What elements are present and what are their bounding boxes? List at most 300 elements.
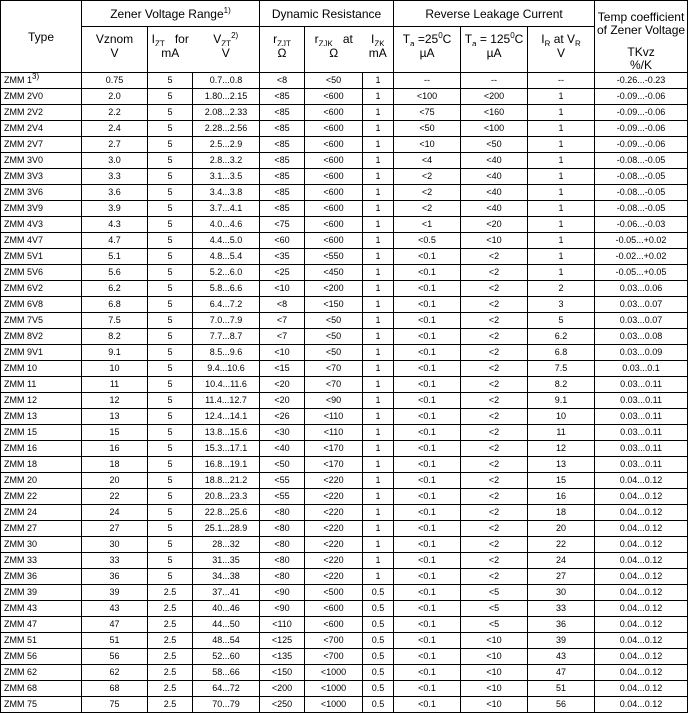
ir125-cell: <2 (461, 441, 528, 457)
izk-cell: 1 (363, 409, 394, 425)
izt-cell: 2.5 (148, 633, 193, 649)
izt-cell: 5 (148, 393, 193, 409)
vzt-cell: 10.4...11.6 (193, 377, 260, 393)
ir125-cell: <10 (461, 233, 528, 249)
tk-cell: 0.04...0.12 (595, 569, 688, 585)
ir25-cell: -- (394, 73, 461, 89)
zener-range-note: 1) (223, 5, 231, 15)
izk-cell: 1 (363, 425, 394, 441)
rzjt-cell: <60 (260, 233, 305, 249)
ir-at-vr-header (528, 27, 595, 47)
tk-cell: 0.03...0.11 (595, 425, 688, 441)
ir25-cell: <2 (394, 169, 461, 185)
rzjk-cell: <600 (305, 201, 363, 217)
rzjt-cell: <85 (260, 121, 305, 137)
vr-cell: 22 (528, 537, 595, 553)
izt-cell: 5 (148, 473, 193, 489)
ir125-cell: <2 (461, 409, 528, 425)
type-cell (1, 537, 82, 553)
table-row (1, 457, 688, 473)
vznom-cell: 36 (82, 569, 148, 585)
vzt-cell: 37...41 (193, 585, 260, 601)
table-row (1, 617, 688, 633)
temp-coefficient-line2: of Zener Voltage (597, 22, 686, 37)
rzjk-cell: <170 (305, 441, 363, 457)
table-row (1, 233, 688, 249)
type-cell (1, 297, 82, 313)
ta25-unit: µA (394, 46, 461, 73)
vznom-cell: 24 (82, 505, 148, 521)
rzjk-cell: <50 (305, 313, 363, 329)
izk-cell: 1 (363, 313, 394, 329)
izk-cell: 1 (363, 345, 394, 361)
vr-cell: 1 (528, 105, 595, 121)
rzjt-cell: <85 (260, 89, 305, 105)
tk-cell: 0.03...0.07 (595, 297, 688, 313)
rzjt-cell: <135 (260, 649, 305, 665)
izt-subscript: ZT (155, 39, 165, 46)
tkvz-header (595, 46, 688, 73)
vznom-cell: 39 (82, 585, 148, 601)
tk-cell: 0.03...0.06 (595, 281, 688, 297)
tk-cell: 0.04...0.12 (595, 473, 688, 489)
tk-cell: -0.02...+0.02 (595, 249, 688, 265)
type-cell (1, 393, 82, 409)
vznom-cell: 2.0 (82, 89, 148, 105)
ta25-value: =25 (414, 32, 439, 46)
vzt-cell: 2.08...2.33 (193, 105, 260, 121)
ir25-cell: <0.1 (394, 585, 461, 601)
izt-cell: 5 (148, 569, 193, 585)
table-row (1, 441, 688, 457)
table-body (1, 73, 688, 713)
table-row (1, 633, 688, 649)
type-cell (1, 569, 82, 585)
table-row (1, 393, 688, 409)
vznom-cell: 47 (82, 617, 148, 633)
vznom-cell: 5.1 (82, 249, 148, 265)
izk-unit: mA (363, 46, 394, 73)
rzjk-cell: <1000 (305, 665, 363, 681)
izk-cell: 1 (363, 569, 394, 585)
izk-cell: 1 (363, 137, 394, 153)
rzjk-cell: <600 (305, 233, 363, 249)
table-row (1, 329, 688, 345)
type-cell (1, 153, 82, 169)
rzjt-cell: <85 (260, 105, 305, 121)
ir25-cell: <0.1 (394, 441, 461, 457)
vznom-cell: 0.75 (82, 73, 148, 89)
vznom-cell: 33 (82, 553, 148, 569)
zener-range-title: Zener Voltage Range (110, 6, 224, 21)
table-row (1, 169, 688, 185)
vzt-header (193, 27, 260, 47)
ir125-cell: <50 (461, 137, 528, 153)
izt-cell: 5 (148, 377, 193, 393)
vznom-cell: 3.3 (82, 169, 148, 185)
vr-cell: 2 (528, 281, 595, 297)
ta125-subscript: a (472, 39, 477, 46)
vzt-cell: 15.3...17.1 (193, 441, 260, 457)
vr-cell: 33 (528, 601, 595, 617)
vr-cell: 39 (528, 633, 595, 649)
type-value: ZMM 68 (4, 683, 38, 693)
ta25-header (394, 27, 461, 47)
tk-cell: 0.03...0.11 (595, 457, 688, 473)
table-row (1, 313, 688, 329)
izk-cell: 1 (363, 537, 394, 553)
table-row (1, 153, 688, 169)
table-row (1, 521, 688, 537)
rzjt-cell: <55 (260, 473, 305, 489)
vr-cell: 1 (528, 217, 595, 233)
tk-cell: 0.04...0.12 (595, 601, 688, 617)
type-value: ZMM 2V7 (4, 139, 44, 149)
type-cell (1, 345, 82, 361)
type-cell (1, 201, 82, 217)
izt-cell: 2.5 (148, 617, 193, 633)
izk-cell: 1 (363, 185, 394, 201)
ir125-cell: <2 (461, 425, 528, 441)
ir25-cell: <10 (394, 137, 461, 153)
type-cell (1, 185, 82, 201)
rzjk-cell: <600 (305, 185, 363, 201)
izt-cell: 5 (148, 105, 193, 121)
tk-cell: -0.09...-0.06 (595, 137, 688, 153)
tk-cell: 0.04...0.12 (595, 681, 688, 697)
vzt-cell: 58...66 (193, 665, 260, 681)
rzjt-cell: <80 (260, 569, 305, 585)
izt-cell: 2.5 (148, 649, 193, 665)
rzjk-cell: <220 (305, 553, 363, 569)
rzjk-cell: <50 (305, 73, 363, 89)
vr-cell: -- (528, 73, 595, 89)
tkvz-unit: %/K (630, 58, 653, 72)
vzt-cell: 12.4...14.1 (193, 409, 260, 425)
type-cell (1, 441, 82, 457)
vzt-cell: 3.1...3.5 (193, 169, 260, 185)
vr-cell: 1 (528, 169, 595, 185)
type-value: ZMM 15 (4, 427, 38, 437)
type-value: ZMM 24 (4, 507, 38, 517)
vr-cell: 16 (528, 489, 595, 505)
table-row (1, 601, 688, 617)
zener-voltage-range-header (82, 1, 260, 27)
rzjk-cell: <90 (305, 393, 363, 409)
table-row (1, 697, 688, 713)
ir25-cell: <0.1 (394, 697, 461, 713)
type-cell (1, 169, 82, 185)
rzjk-cell: <220 (305, 521, 363, 537)
vznom-cell: 11 (82, 377, 148, 393)
ir25-cell: <2 (394, 201, 461, 217)
ir125-cell: <10 (461, 633, 528, 649)
ir125-cell: <2 (461, 393, 528, 409)
izk-cell: 1 (363, 505, 394, 521)
rzjk-cell: <550 (305, 249, 363, 265)
vr-cell: 6.2 (528, 329, 595, 345)
izt-cell: 5 (148, 521, 193, 537)
rzjt-cell: <80 (260, 537, 305, 553)
tk-cell: -0.08...-0.05 (595, 153, 688, 169)
rzjk-cell: <220 (305, 489, 363, 505)
type-value: ZMM 12 (4, 395, 38, 405)
ir125-cell: <10 (461, 697, 528, 713)
ta125-degree: 0 (510, 31, 515, 40)
tk-cell: 0.04...0.12 (595, 697, 688, 713)
rzjk-cell: <600 (305, 617, 363, 633)
ir125-cell: <200 (461, 89, 528, 105)
type-cell (1, 457, 82, 473)
ir125-cell: <10 (461, 665, 528, 681)
type-value: ZMM 47 (4, 619, 38, 629)
ta125-unit: µA (461, 46, 528, 73)
izk-cell: 1 (363, 361, 394, 377)
izt-cell: 2.5 (148, 681, 193, 697)
ir125-cell: <2 (461, 297, 528, 313)
table-row (1, 201, 688, 217)
vr-cell: 3 (528, 297, 595, 313)
rzjk-cell: <600 (305, 105, 363, 121)
vzt-cell: 34...38 (193, 569, 260, 585)
tk-cell: -0.08...-0.05 (595, 185, 688, 201)
ir25-cell: <100 (394, 89, 461, 105)
vzt-unit: V (193, 46, 260, 73)
table-row (1, 665, 688, 681)
ir25-cell: <0.1 (394, 601, 461, 617)
izk-cell: 1 (363, 457, 394, 473)
type-header: Type (1, 1, 82, 73)
rzjk-cell: <600 (305, 169, 363, 185)
type-value: ZMM 56 (4, 651, 38, 661)
izt-symbol: I (151, 32, 156, 46)
rzjt-cell: <85 (260, 137, 305, 153)
ir125-cell: <2 (461, 521, 528, 537)
rzjk-cell: <600 (305, 89, 363, 105)
vzt-cell: 8.5...9.6 (193, 345, 260, 361)
izt-cell: 5 (148, 89, 193, 105)
tk-cell: 0.04...0.12 (595, 505, 688, 521)
table-row (1, 505, 688, 521)
vzt-cell: 28...32 (193, 537, 260, 553)
type-cell (1, 281, 82, 297)
vzt-cell: 6.4...7.2 (193, 297, 260, 313)
type-cell (1, 697, 82, 713)
izk-cell: 1 (363, 105, 394, 121)
tk-cell: -0.08...-0.05 (595, 201, 688, 217)
rzjk-cell: <450 (305, 265, 363, 281)
type-value: ZMM 10 (4, 363, 38, 373)
izt-cell: 2.5 (148, 665, 193, 681)
ta125-celsius: C (514, 32, 524, 46)
tk-cell: -0.05...+0.05 (595, 265, 688, 281)
ir125-cell: <5 (461, 585, 528, 601)
ir25-cell: <0.1 (394, 281, 461, 297)
type-cell (1, 505, 82, 521)
izk-cell: 0.5 (363, 649, 394, 665)
izk-cell: 1 (363, 281, 394, 297)
vzt-cell: 52...60 (193, 649, 260, 665)
table-row (1, 585, 688, 601)
ta25-symbol: T (402, 32, 411, 46)
ir-unit: V (528, 46, 595, 73)
vznom-cell: 62 (82, 665, 148, 681)
vr-cell: 56 (528, 697, 595, 713)
izk-cell: 0.5 (363, 681, 394, 697)
ir125-cell: <2 (461, 249, 528, 265)
table-row (1, 361, 688, 377)
vzt-cell: 31...35 (193, 553, 260, 569)
izt-cell: 5 (148, 457, 193, 473)
vznom-cell: 9.1 (82, 345, 148, 361)
rzjt-cell: <80 (260, 505, 305, 521)
table-row (1, 281, 688, 297)
ir125-cell: <40 (461, 169, 528, 185)
rzjk-cell: <600 (305, 153, 363, 169)
rzjk-unit: Ω (305, 46, 363, 73)
reverse-leakage-header: Reverse Leakage Current (394, 1, 595, 27)
tk-cell: -0.09...-0.06 (595, 105, 688, 121)
type-value: ZMM 7V5 (4, 315, 44, 325)
type-value: ZMM 3V3 (4, 171, 44, 181)
vzt-cell: 11.4...12.7 (193, 393, 260, 409)
rzjk-cell: <700 (305, 633, 363, 649)
type-value: ZMM 9V1 (4, 347, 44, 357)
type-note: 3) (32, 72, 40, 81)
type-cell (1, 89, 82, 105)
rzjt-cell: <10 (260, 345, 305, 361)
type-cell (1, 377, 82, 393)
izt-cell: 5 (148, 73, 193, 89)
ir25-cell: <0.1 (394, 345, 461, 361)
type-value: ZMM 36 (4, 571, 38, 581)
tk-cell: 0.03...0.08 (595, 329, 688, 345)
vzt-cell: 3.7...4.1 (193, 201, 260, 217)
ir25-cell: <1 (394, 217, 461, 233)
vznom-cell: 3.0 (82, 153, 148, 169)
izk-cell: 1 (363, 377, 394, 393)
vr-cell: 1 (528, 265, 595, 281)
vzt-cell: 4.4...5.0 (193, 233, 260, 249)
type-value: ZMM 2V4 (4, 123, 44, 133)
ir125-cell: <2 (461, 489, 528, 505)
izt-cell: 5 (148, 281, 193, 297)
izt-cell: 5 (148, 505, 193, 521)
ir125-cell: <2 (461, 569, 528, 585)
ir25-cell: <0.1 (394, 361, 461, 377)
izk-cell: 1 (363, 473, 394, 489)
tk-cell: 0.04...0.12 (595, 489, 688, 505)
izk-cell: 1 (363, 553, 394, 569)
vr-cell: 5 (528, 313, 595, 329)
izt-cell: 5 (148, 233, 193, 249)
ir25-cell: <0.1 (394, 505, 461, 521)
vzt-cell: 5.8...6.6 (193, 281, 260, 297)
type-value: ZMM 27 (4, 523, 38, 533)
type-value: ZMM 6V2 (4, 283, 44, 293)
rzjt-cell: <250 (260, 697, 305, 713)
izt-cell: 5 (148, 185, 193, 201)
type-cell (1, 233, 82, 249)
izk-cell: 1 (363, 73, 394, 89)
tk-cell: 0.04...0.12 (595, 585, 688, 601)
ir125-cell: -- (461, 73, 528, 89)
izk-symbol: I (370, 32, 375, 46)
rzjk-cell: <150 (305, 297, 363, 313)
vzt-note: 2) (231, 31, 239, 40)
ta25-degree: 0 (438, 31, 443, 40)
type-cell (1, 473, 82, 489)
tk-cell: 0.04...0.12 (595, 617, 688, 633)
table-row (1, 681, 688, 697)
vznom-cell: 12 (82, 393, 148, 409)
table-row (1, 105, 688, 121)
type-cell (1, 633, 82, 649)
ir25-cell: <0.1 (394, 297, 461, 313)
izt-cell: 5 (148, 537, 193, 553)
izk-cell: 1 (363, 265, 394, 281)
vzt-cell: 44...50 (193, 617, 260, 633)
vznom-cell: 56 (82, 649, 148, 665)
table-row (1, 409, 688, 425)
ir25-cell: <0.1 (394, 409, 461, 425)
type-cell (1, 553, 82, 569)
izt-cell: 5 (148, 441, 193, 457)
vr-subscript: R (575, 39, 581, 46)
ir125-cell: <2 (461, 265, 528, 281)
rzjt-cell: <20 (260, 393, 305, 409)
type-cell (1, 105, 82, 121)
ir-subscript: R (544, 39, 551, 46)
izt-cell: 5 (148, 409, 193, 425)
izt-cell: 2.5 (148, 601, 193, 617)
type-value: ZMM 75 (4, 699, 38, 709)
izk-header (363, 27, 394, 47)
izt-cell: 5 (148, 361, 193, 377)
table-row (1, 537, 688, 553)
vr-cell: 30 (528, 585, 595, 601)
ir125-cell: <2 (461, 377, 528, 393)
izk-cell: 1 (363, 169, 394, 185)
vr-cell: 8.2 (528, 377, 595, 393)
vznom-cell: 8.2 (82, 329, 148, 345)
vznom-cell: 27 (82, 521, 148, 537)
tk-cell: 0.04...0.12 (595, 649, 688, 665)
type-value: ZMM 2V0 (4, 91, 44, 101)
vzt-cell: 5.2...6.0 (193, 265, 260, 281)
vr-cell: 18 (528, 505, 595, 521)
rzjt-cell: <30 (260, 425, 305, 441)
type-cell (1, 361, 82, 377)
type-cell (1, 137, 82, 153)
rzjt-cell: <15 (260, 361, 305, 377)
izk-cell: 1 (363, 297, 394, 313)
rzjk-cell: <50 (305, 329, 363, 345)
rzjk-cell: <600 (305, 121, 363, 137)
vznom-cell: 68 (82, 681, 148, 697)
table-row (1, 249, 688, 265)
type-value: ZMM 5V1 (4, 251, 44, 261)
izk-subscript: ZK (374, 39, 385, 46)
vznom-cell: 75 (82, 697, 148, 713)
temp-coefficient-line1: Temp coefficient (597, 9, 685, 24)
ir125-cell: <20 (461, 217, 528, 233)
izt-cell: 2.5 (148, 585, 193, 601)
ta125-header (461, 27, 528, 47)
ir25-cell: <0.1 (394, 377, 461, 393)
vznom-cell: 4.3 (82, 217, 148, 233)
type-cell (1, 265, 82, 281)
